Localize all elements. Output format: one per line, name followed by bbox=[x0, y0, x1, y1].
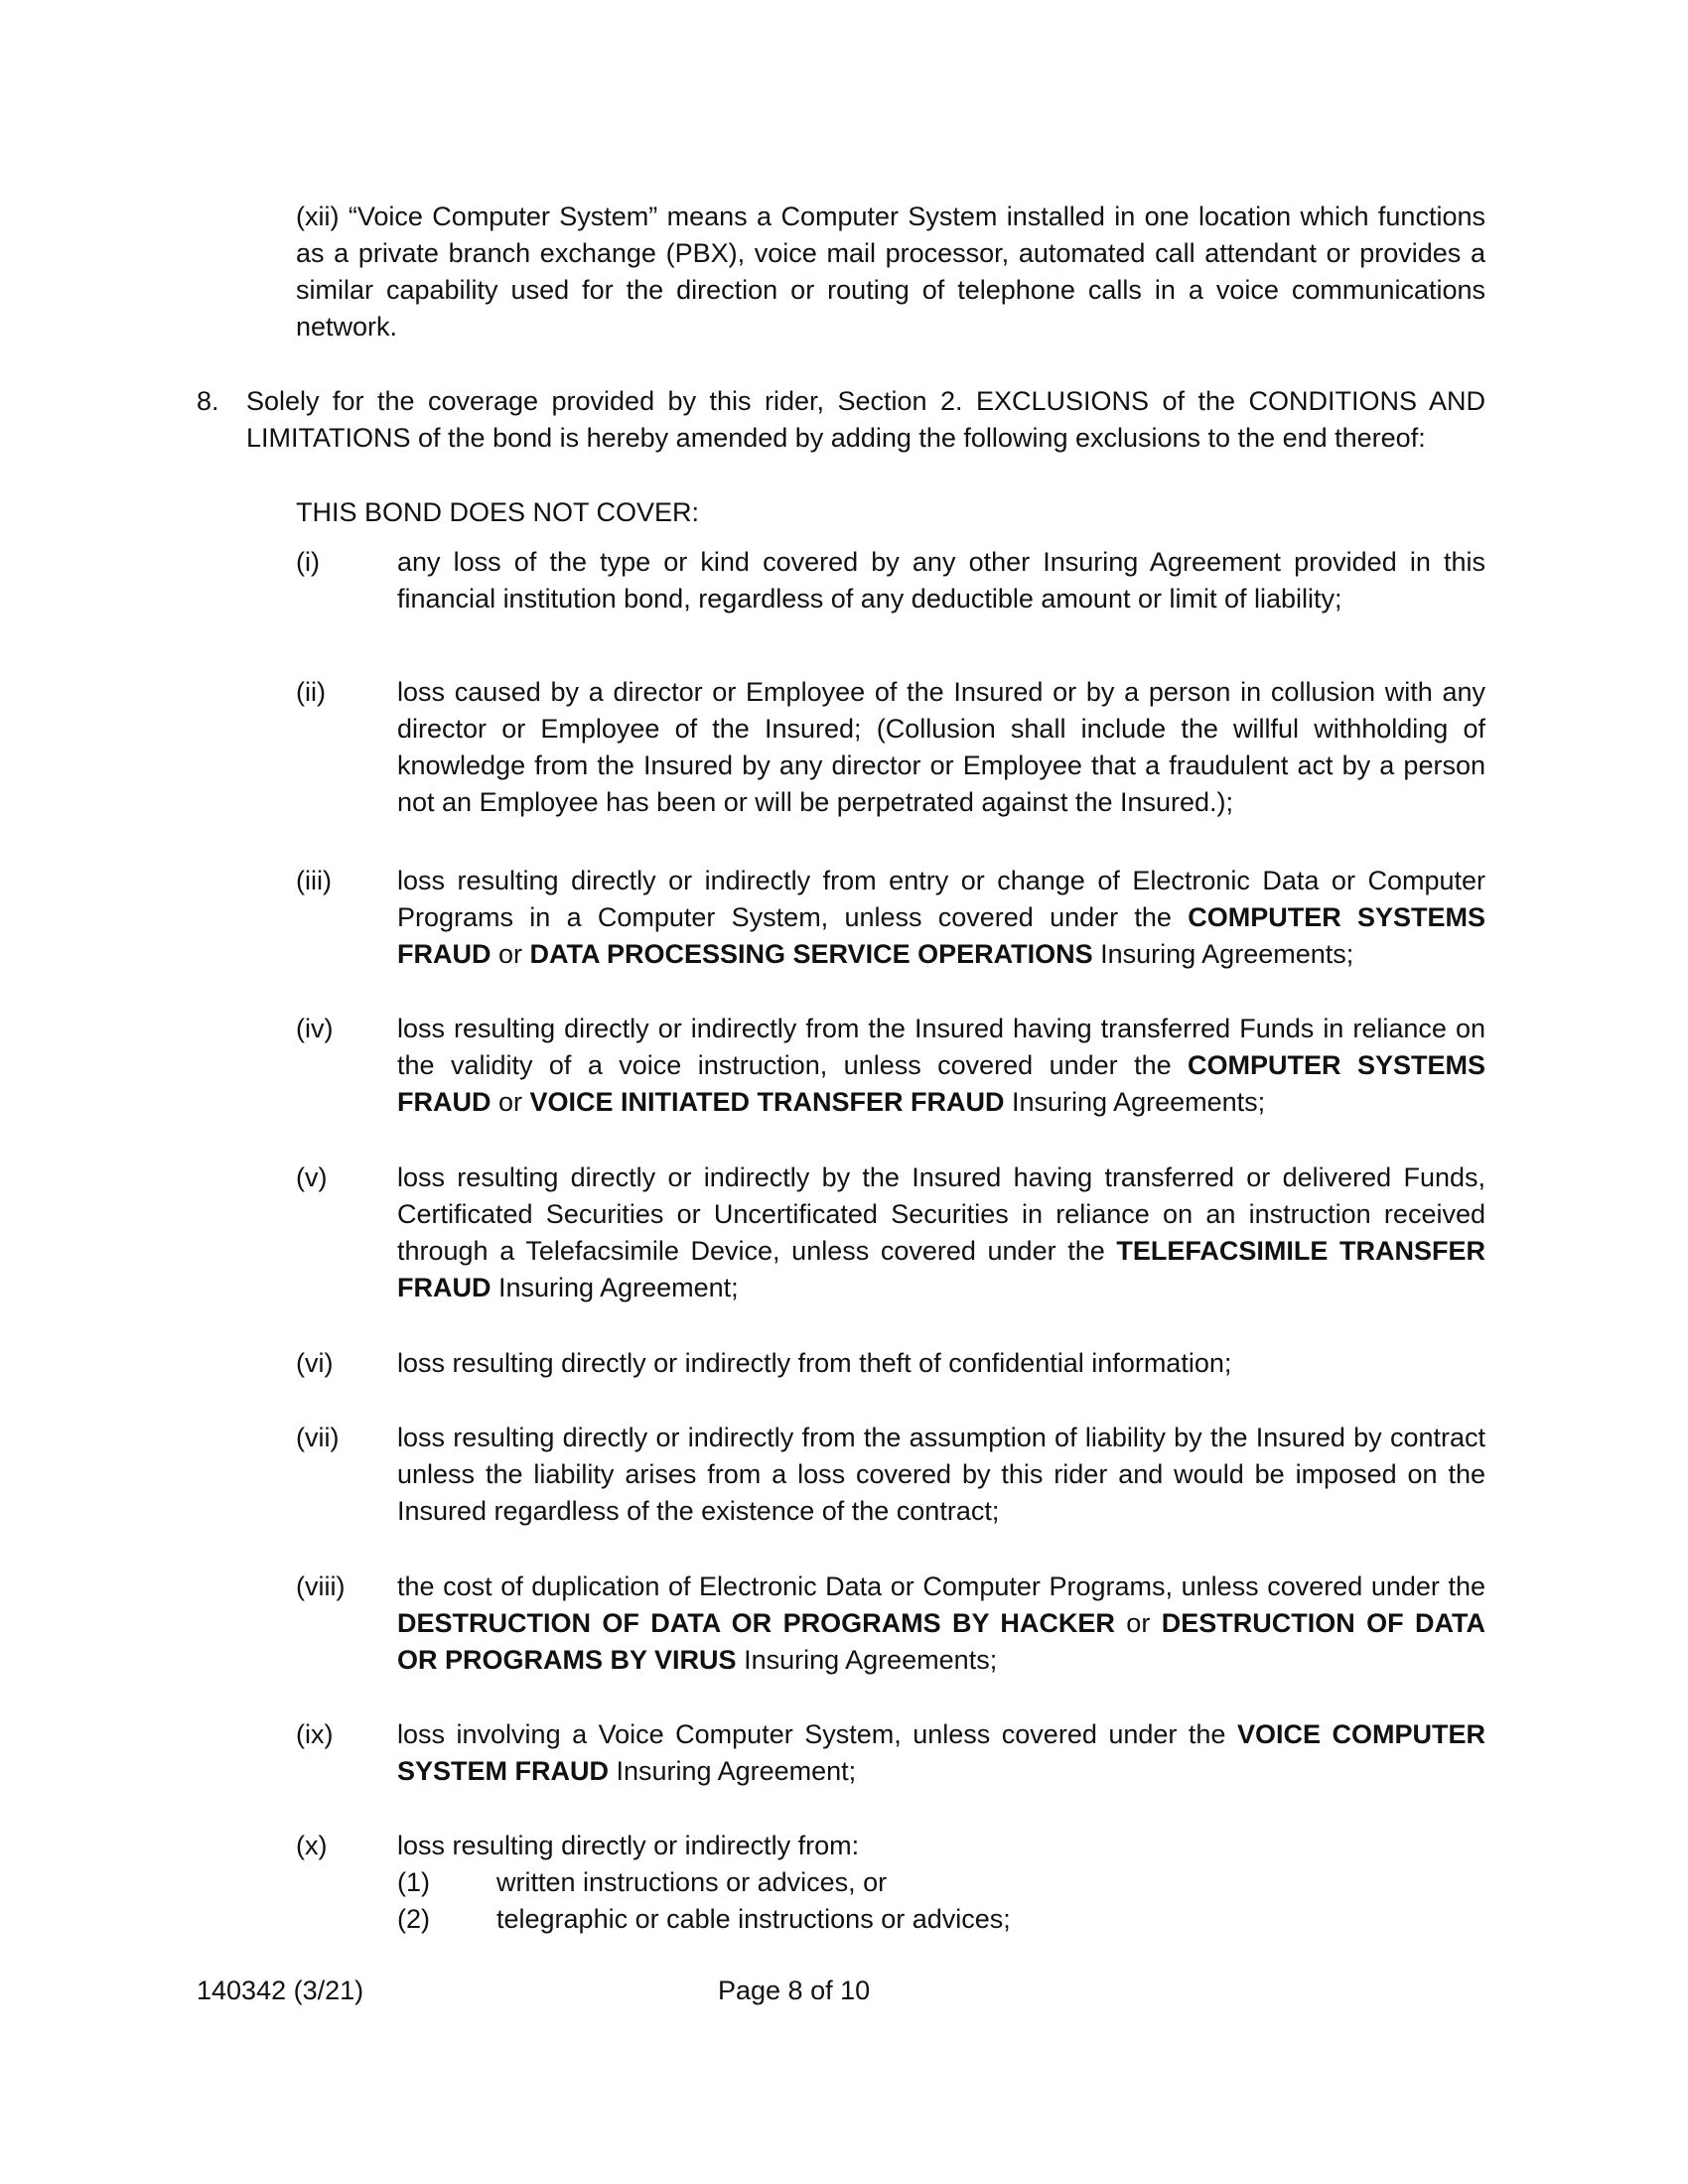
exclusion-number: (ix) bbox=[296, 1719, 334, 1749]
exclusion-number: (v) bbox=[296, 1162, 328, 1192]
form-number: 140342 (3/21) bbox=[197, 1976, 364, 2005]
exclusion-ix bbox=[296, 1716, 1485, 1790]
exclusion-text: loss resulting directly or indirectly by the Insured having transferred or delivered Funds, Certificated Securities or Uncertificated Securities in reliance on an instruction received through a Telefacsimile Device, unless covered under the TELEFACSIMILE TRANSFER FRAUD Insuring Agreement; bbox=[397, 1162, 1485, 1302]
insuring-agreement-name: DESTRUCTION OF DATA OR PROGRAMS BY VIRUS bbox=[397, 1608, 1485, 1675]
exclusions-intro: THIS BOND DOES NOT COVER: bbox=[296, 497, 700, 527]
insuring-agreement-name: VOICE INITIATED TRANSFER FRAUD bbox=[529, 1087, 1005, 1117]
definition-number: (xii) bbox=[296, 202, 340, 231]
exclusion-number: (i) bbox=[296, 547, 320, 577]
item-text: Solely for the coverage provided by this rider, Section 2. EXCLUSIONS of the CONDITIONS AND LIMITATIONS of the bond is hereby amended by adding the following exclusions to the end thereof: bbox=[246, 386, 1485, 453]
sub-item-number: (2) bbox=[397, 1904, 430, 1934]
exclusion-text: loss resulting directly or indirectly from theft of confidential information; bbox=[397, 1348, 1232, 1378]
exclusion-text: the cost of duplication of Electronic Data or Computer Programs, unless covered under the DESTRUCTION OF DATA OR PROGRAMS BY HACKER or DESTRUCTION OF DATA OR PROGRAMS BY VIRUS Insuring Agreements; bbox=[397, 1571, 1485, 1675]
exclusion-text: loss caused by a director or Employee of the Insured or by a person in collusion with any director or Employee of the Insured; (Collusion shall include the willful withholding of knowledge from the Insured by any director or Employee that a fraudulent act by a person not an Employee has been or will be perpetrated against the Insured.); bbox=[397, 677, 1485, 817]
exclusion-number: (vii) bbox=[296, 1423, 340, 1452]
exclusion-iii bbox=[296, 863, 1485, 973]
insuring-agreement-name: DATA PROCESSING SERVICE OPERATIONS bbox=[529, 939, 1093, 969]
exclusion-text: any loss of the type or kind covered by any other Insuring Agreement provided in this financial institution bond, regardless of any deductible amount or limit of liability; bbox=[397, 547, 1485, 614]
exclusion-number: (x) bbox=[296, 1831, 328, 1860]
exclusion-text: loss involving a Voice Computer System, unless covered under the VOICE COMPUTER SYSTEM FRAUD Insuring Agreement; bbox=[397, 1719, 1485, 1786]
definition-xii bbox=[296, 199, 1485, 345]
exclusion-text: loss resulting directly or indirectly from entry or change of Electronic Data or Computer Programs in a Computer System, unless covered under the COMPUTER SYSTEMS FRAUD or DATA PROCESSING SERVICE OPERATIONS Insuring Agreements; bbox=[397, 866, 1485, 969]
exclusion-vi bbox=[296, 1345, 1485, 1382]
item-number: 8. bbox=[197, 386, 219, 416]
exclusion-text: loss resulting directly or indirectly from the Insured having transferred Funds in reliance on the validity of a voice instruction, unless covered under the COMPUTER SYSTEMS FRAUD or VOICE INITIATED TRANSFER FRAUD Insuring Agreements; bbox=[397, 1014, 1485, 1117]
exclusion-vii bbox=[296, 1420, 1485, 1530]
exclusion-number: (vi) bbox=[296, 1348, 334, 1378]
insuring-agreement-name: TELEFACSIMILE TRANSFER FRAUD bbox=[397, 1236, 1485, 1302]
sub-item-text: written instructions or advices, or bbox=[496, 1867, 888, 1897]
section-item-8 bbox=[197, 383, 1485, 457]
sub-item-text: telegraphic or cable instructions or advices; bbox=[496, 1904, 1011, 1934]
exclusion-i bbox=[296, 544, 1485, 617]
exclusion-number: (iii) bbox=[296, 866, 332, 895]
insuring-agreement-name: VOICE COMPUTER SYSTEM FRAUD bbox=[397, 1719, 1485, 1786]
insuring-agreement-name: COMPUTER SYSTEMS FRAUD bbox=[397, 1050, 1485, 1117]
sub-item bbox=[397, 1864, 1485, 1901]
exclusion-x bbox=[296, 1828, 1485, 1938]
insuring-agreement-name: DESTRUCTION OF DATA OR PROGRAMS BY HACKER bbox=[397, 1608, 1115, 1638]
exclusion-viii bbox=[296, 1569, 1485, 1679]
exclusion-text: loss resulting directly or indirectly from the assumption of liability by the Insured by contract unless the liability arises from a loss covered by this rider and would be imposed on the Insured regardless of the existence of the contract; bbox=[397, 1423, 1485, 1526]
exclusion-number: (viii) bbox=[296, 1571, 346, 1601]
exclusion-text: loss resulting directly or indirectly from: bbox=[397, 1831, 860, 1860]
sub-item bbox=[397, 1901, 1485, 1938]
exclusion-ii bbox=[296, 674, 1485, 821]
sub-item-number: (1) bbox=[397, 1867, 430, 1897]
exclusion-number: (iv) bbox=[296, 1014, 334, 1043]
page-number: Page 8 of 10 bbox=[718, 1976, 871, 2005]
exclusion-v bbox=[296, 1160, 1485, 1306]
exclusion-iv bbox=[296, 1011, 1485, 1121]
insuring-agreement-name: COMPUTER SYSTEMS FRAUD bbox=[397, 902, 1485, 969]
definition-text: “Voice Computer System” means a Computer System installed in one location which functions as a private branch exchange (PBX), voice mail processor, automated call attendant or provides a similar capability used for the direction or routing of telephone calls in a voice communications network. bbox=[296, 202, 1485, 341]
exclusion-number: (ii) bbox=[296, 677, 326, 707]
